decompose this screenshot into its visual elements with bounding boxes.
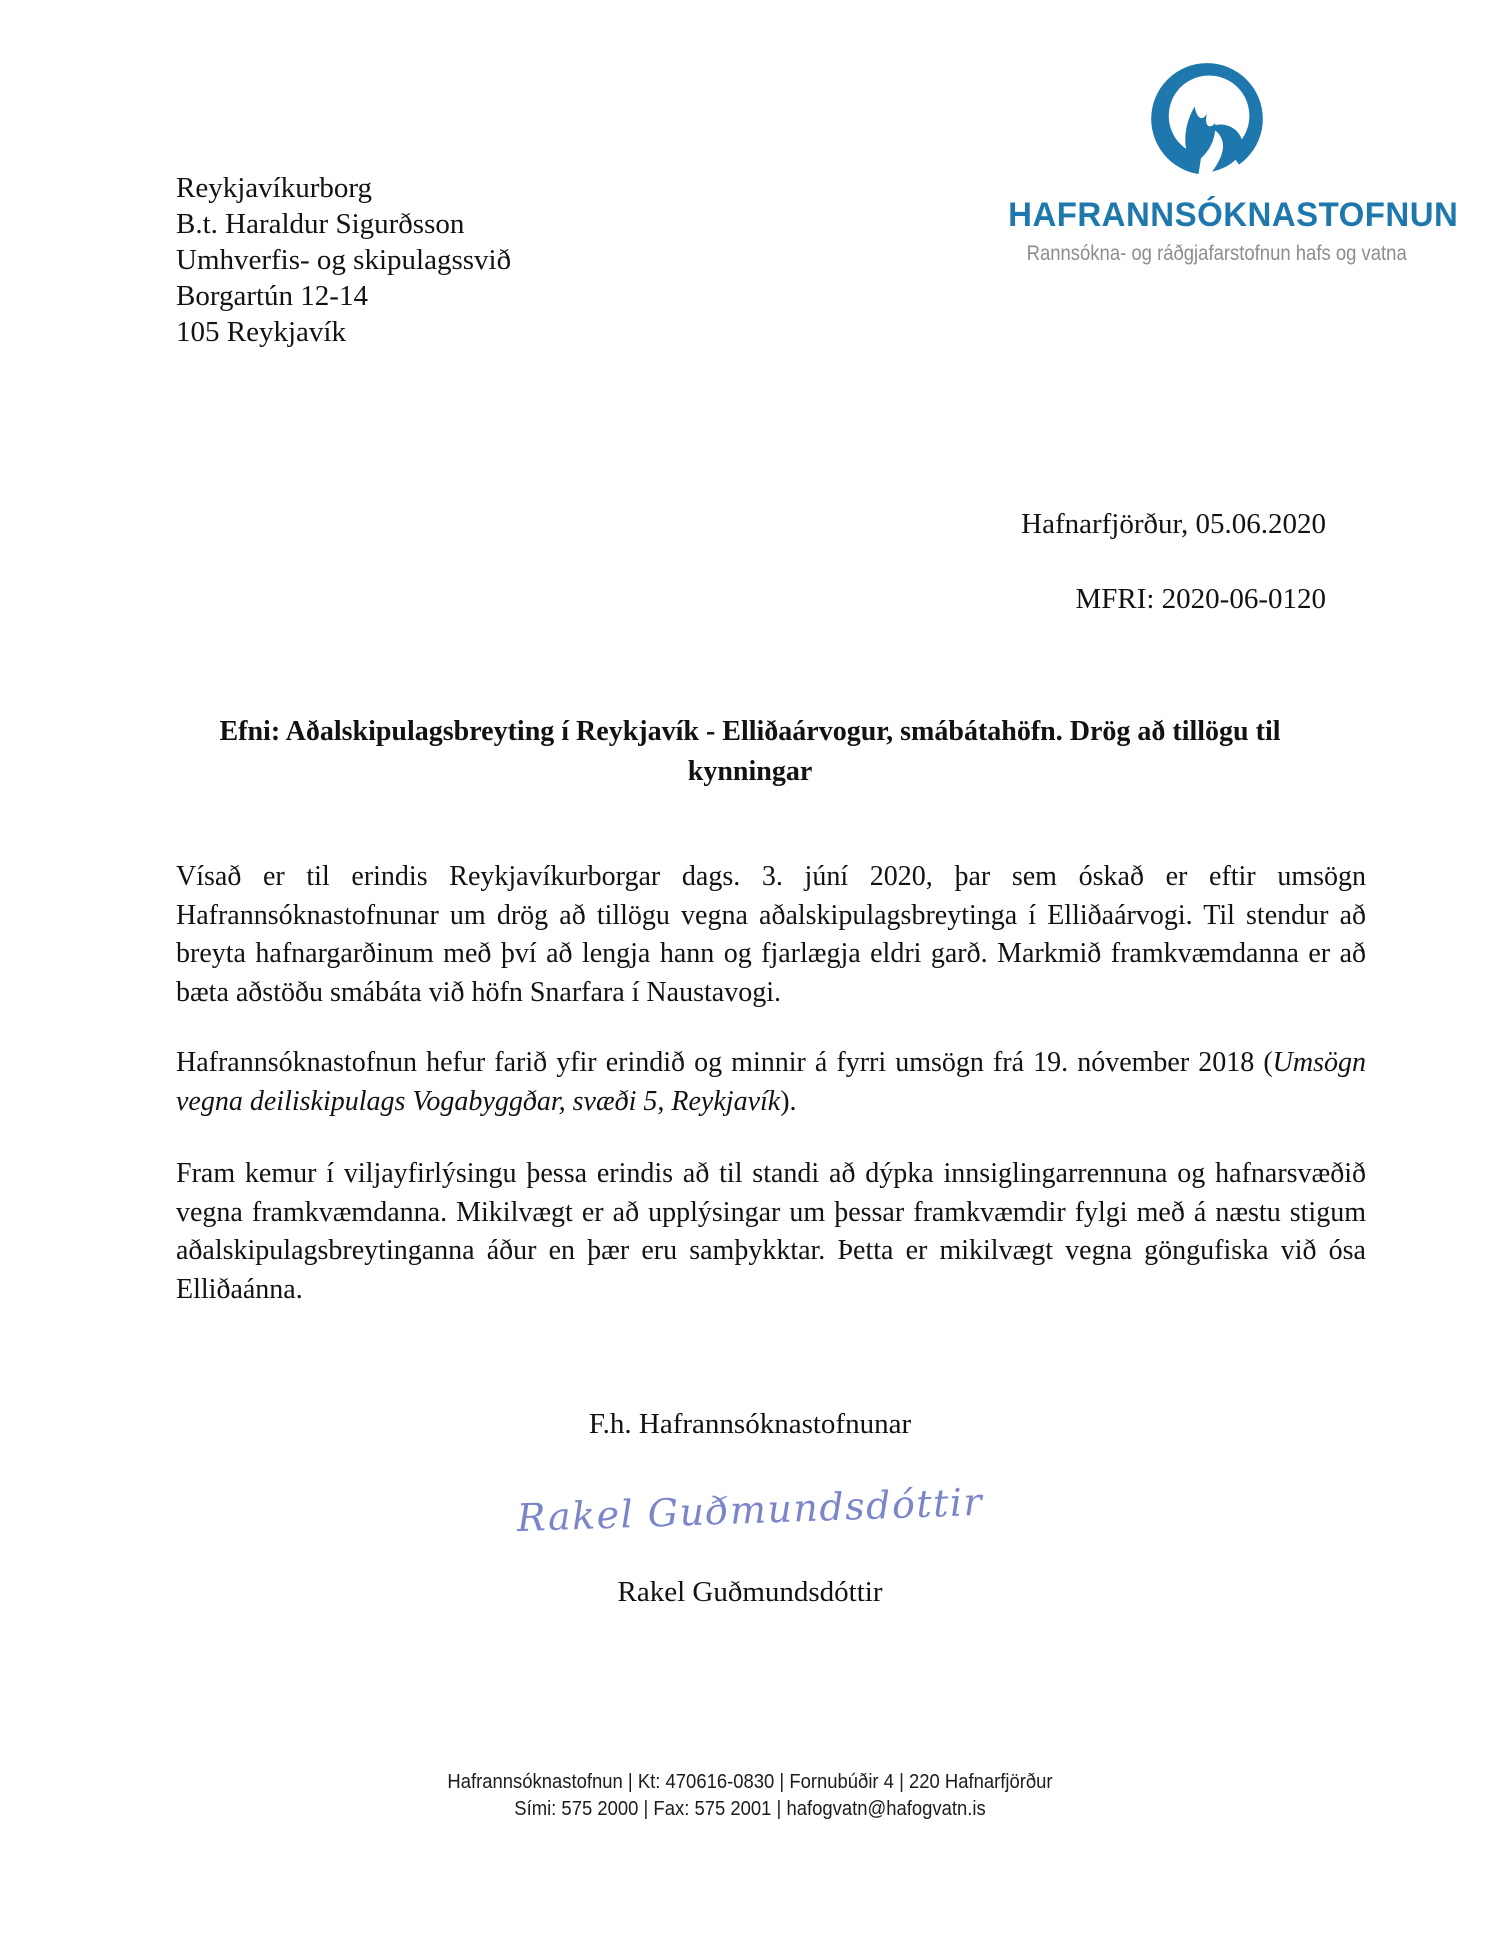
paragraph-2-prefix: Hafrannsóknastofnun hefur farið yfir erindið og minnir á fyrri umsögn frá 19. nóvember 2018 ( [176,1047,1273,1078]
footer-line-1: Hafrannsóknastofnun | Kt: 470616-0830 | Fornubúðir 4 | 220 Hafnarfjörður [447,1770,1053,1793]
handwritten-signature: Rakel Guðmundsdóttir [516,1479,984,1541]
dateline: Hafnarfjörður, 05.06.2020 [1021,508,1326,540]
letter-footer [0,1768,1500,1822]
signed-on-behalf: F.h. Hafrannsóknastofnunar [588,1408,912,1440]
recipient-line: Umhverfis- og skipulagssvið [176,244,512,276]
recipient-line: Reykjavíkurborg [176,172,372,204]
subject-line-2: kynningar [687,756,813,787]
org-logo-tagline: Rannsókna- og ráðgjafarstofnun hafs og vatna [1026,242,1407,265]
recipient-line: B.t. Haraldur Sigurðsson [176,208,465,240]
subject-heading [155,712,1345,792]
recipient-address-block [176,170,511,350]
paragraph-2 [176,1044,1366,1121]
footer-line-2: Sími: 575 2000 | Fax: 575 2001 | hafogvatn@hafogvatn.is [514,1797,986,1820]
recipient-line: Borgartún 12-14 [176,280,368,312]
reference-number: MFRI: 2020-06-0120 [1075,583,1326,615]
paragraph-2-suffix: ). [780,1085,797,1117]
org-logo-title: HAFRANNSÓKNASTOFNUN [1008,196,1459,234]
wave-logo-icon [1145,60,1269,184]
paragraph-3: Fram kemur í viljayfirlýsingu þessa erindis að til standi að dýpka innsiglingarrennuna og hafnarsvæðið vegna framkvæmdanna. Mikilvægt er að upplýsingar um þessar framkvæmdir fylgi með á næstu stigum aðalskipulagsbreytinganna áður en þær eru samþykktar. Þetta er mikilvægt vegna göngufiska við ósa Elliðaánna. [176,1158,1366,1305]
org-logo [1002,60,1459,266]
paragraph-2-italic-citation: Umsögn vegna deiliskipulags Vogabyggðar, svæði 5, Reykjavík [176,1047,1366,1117]
recipient-line: 105 Reykjavík [176,316,346,348]
signer-name: Rakel Guðmundsdóttir [617,1576,883,1608]
paragraph-1: Vísað er til erindis Reykjavíkurborgar dags. 3. júní 2020, þar sem óskað er eftir umsögn Hafrannsóknastofnunar um drög að tillögu vegna aðalskipulagsbreytinga í Elliðaárvogi. Til stendur að breyta hafnargarðinum með því að lengja hann og fjarlægja eldri garð. Markmið framkvæmdanna er að bæta aðstöðu smábáta við höfn Snarfara í Naustavogi. [176,861,1366,1008]
subject-line-1: Efni: Aðalskipulagsbreyting í Reykjavík - Elliðaárvogur, smábátahöfn. Drög að tillögu til [219,716,1281,747]
